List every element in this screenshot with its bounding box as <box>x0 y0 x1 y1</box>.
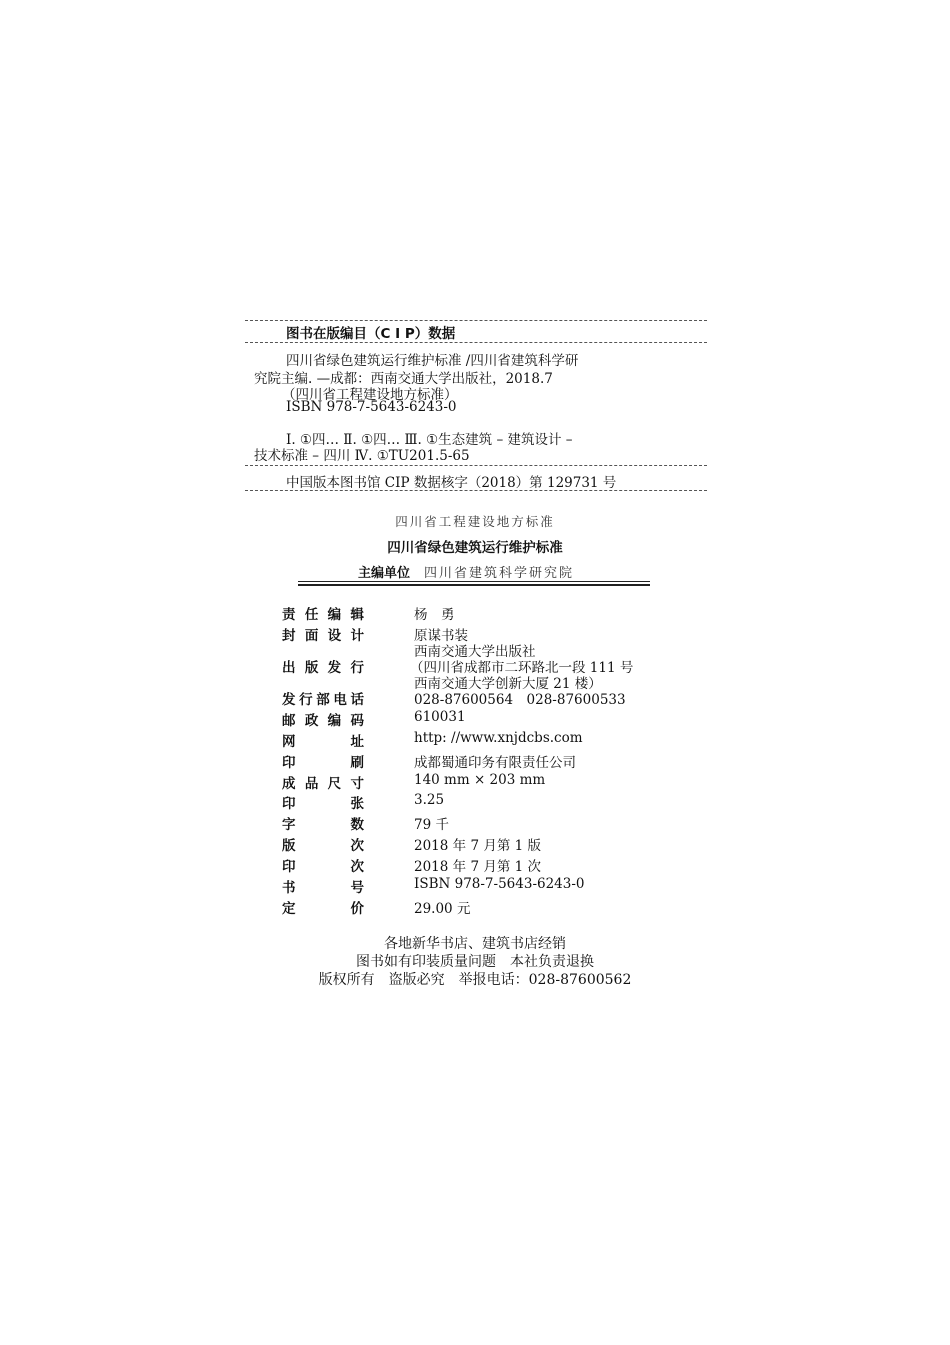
detail-value: 610031 <box>414 709 466 725</box>
detail-value: http: //www.xnjdcbs.com <box>414 730 583 746</box>
detail-value: 原谋书装 <box>414 628 468 644</box>
detail-label: 印张 <box>282 796 364 812</box>
title-rule-thin <box>298 581 650 582</box>
detail-value: 成都蜀通印务有限责任公司 <box>414 755 576 771</box>
detail-label: 责任编辑 <box>282 607 364 623</box>
cip-line: 四川省绿色建筑运行维护标准 /四川省建筑科学研 <box>286 353 579 369</box>
detail-label: 书号 <box>282 880 364 896</box>
detail-label: 邮政编码 <box>282 713 364 729</box>
detail-label: 印次 <box>282 859 364 875</box>
detail-label: 印刷 <box>282 755 364 771</box>
cip-line: Ⅰ. ①四… Ⅱ. ①四… Ⅲ. ①生态建筑 – 建筑设计 – <box>286 432 573 448</box>
chief-editor-row <box>358 562 574 581</box>
cip-line: （四川省工程建设地方标准） <box>282 387 458 403</box>
cip-body-divider <box>245 465 707 466</box>
detail-value: 3.25 <box>414 792 445 808</box>
detail-value: （四川省成都市二环路北一段 111 号 <box>410 660 634 676</box>
cip-top-divider <box>245 320 707 321</box>
cip-line: 究院主编. —成都：西南交通大学出版社，2018.7 <box>254 371 553 387</box>
book-title: 四川省绿色建筑运行维护标准 <box>387 540 563 556</box>
detail-value: ISBN 978-7-5643-6243-0 <box>414 876 585 892</box>
detail-value: 028-87600564 028-87600533 <box>414 692 626 708</box>
cip-heading: 图书在版编目（C I P）数据 <box>286 326 456 342</box>
detail-value: 西南交通大学创新大厦 21 楼） <box>414 676 602 692</box>
distribution-note: 各地新华书店、建筑书店经销 <box>384 936 566 952</box>
cip-bottom-divider <box>245 490 707 491</box>
detail-value: 140 mm × 203 mm <box>414 772 546 788</box>
quality-note: 图书如有印装质量问题 本社负责退换 <box>356 954 594 970</box>
cip-verification: 中国版本图书馆 CIP 数据核字（2018）第 129731 号 <box>286 475 617 491</box>
detail-value: 西南交通大学出版社 <box>414 644 536 660</box>
detail-label: 成品尺寸 <box>282 776 364 792</box>
chief-editor-label: 主编单位 <box>358 566 411 581</box>
detail-label: 字数 <box>282 817 364 833</box>
detail-label: 定价 <box>282 901 364 917</box>
detail-value: 2018 年 7 月第 1 版 <box>414 838 541 854</box>
cip-line: ISBN 978-7-5643-6243-0 <box>286 399 457 415</box>
detail-value: 29.00 元 <box>414 901 471 917</box>
detail-label: 发行部电话 <box>282 692 364 708</box>
detail-value: 2018 年 7 月第 1 次 <box>414 859 541 875</box>
detail-value: 79 千 <box>414 817 449 833</box>
chief-editor-value: 四川省建筑科学研究院 <box>424 566 575 581</box>
series-title: 四川省工程建设地方标准 <box>395 514 555 529</box>
cip-heading-divider <box>245 342 707 343</box>
title-rule-thick <box>298 584 650 586</box>
detail-label: 出版发行 <box>282 660 364 676</box>
detail-value: 杨 勇 <box>414 607 455 623</box>
detail-label: 网址 <box>282 734 364 750</box>
copyright-note: 版权所有 盗版必究 举报电话：028-87600562 <box>318 972 632 988</box>
cip-line: 技术标准 – 四川 Ⅳ. ①TU201.5-65 <box>254 448 470 464</box>
detail-label: 版次 <box>282 838 364 854</box>
detail-label: 封面设计 <box>282 628 364 644</box>
